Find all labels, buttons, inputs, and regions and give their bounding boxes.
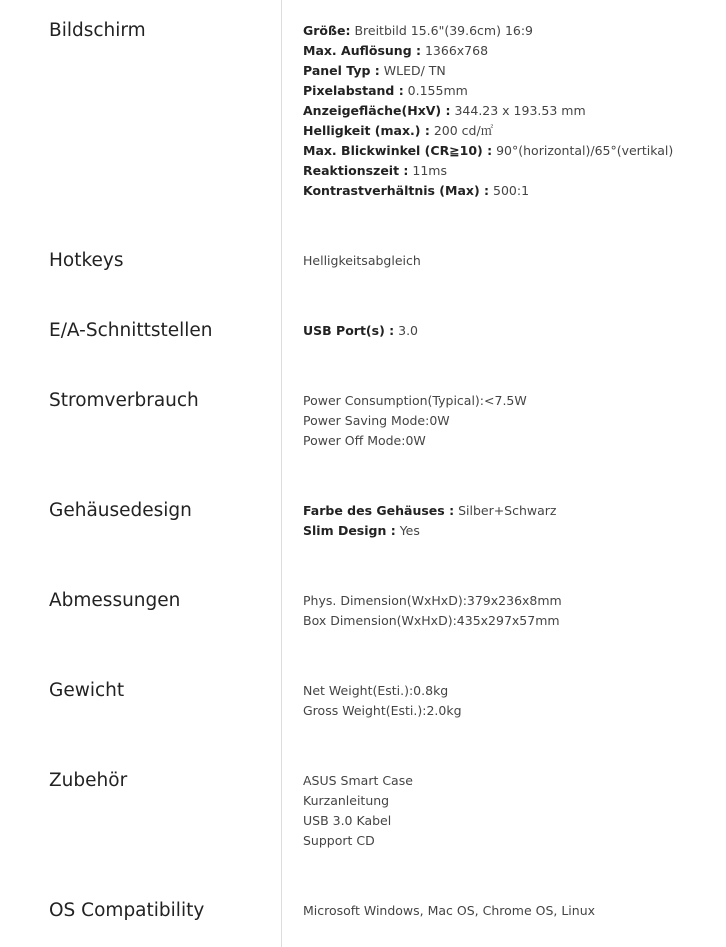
spec-value: 1366x768	[421, 43, 489, 58]
spec-value: Net Weight(Esti.):0.8kg	[303, 683, 449, 698]
spec-label: E/A-Schnittstellen	[49, 320, 213, 341]
spec-value: USB 3.0 Kabel	[303, 813, 392, 828]
spec-key: Pixelabstand :	[303, 83, 404, 98]
spec-line	[303, 701, 723, 721]
spec-value: Box Dimension(WxHxD):435x297x57mm	[303, 613, 560, 628]
spec-label: Bildschirm	[49, 20, 146, 41]
spec-value: 344.23 x 193.53 mm	[450, 103, 586, 118]
spec-line	[303, 61, 723, 81]
spec-label: Abmessungen	[49, 590, 181, 611]
spec-line	[303, 141, 723, 161]
spec-value: Power Consumption(Typical):<7.5W	[303, 393, 527, 408]
spec-line	[303, 831, 723, 851]
spec-values	[303, 391, 723, 451]
spec-label: OS Compatibility	[49, 900, 205, 921]
spec-key: Max. Auflösung :	[303, 43, 421, 58]
spec-value: Helligkeitsabgleich	[303, 253, 421, 268]
spec-value: Microsoft Windows, Mac OS, Chrome OS, Linux	[303, 903, 596, 918]
spec-line	[303, 411, 723, 431]
spec-key: Farbe des Gehäuses :	[303, 503, 455, 518]
spec-line	[303, 791, 723, 811]
spec-values	[303, 591, 723, 631]
spec-line	[303, 431, 723, 451]
spec-line	[303, 121, 723, 141]
spec-line	[303, 521, 723, 541]
spec-values	[303, 901, 723, 921]
spec-value: Gross Weight(Esti.):2.0kg	[303, 703, 462, 718]
spec-line	[303, 251, 723, 271]
spec-line	[303, 591, 723, 611]
spec-value: Breitbild 15.6"(39.6cm) 16:9	[350, 23, 534, 38]
spec-key: Größe:	[303, 23, 351, 38]
spec-line	[303, 161, 723, 181]
spec-line	[303, 501, 723, 521]
spec-line	[303, 901, 723, 921]
spec-label: Stromverbrauch	[49, 390, 199, 411]
spec-line	[303, 21, 723, 41]
spec-values	[303, 771, 723, 851]
spec-value: 0.155mm	[403, 83, 468, 98]
spec-line	[303, 811, 723, 831]
spec-value: Silber+Schwarz	[454, 503, 557, 518]
spec-key: Panel Typ :	[303, 63, 380, 78]
spec-value: WLED/ TN	[379, 63, 446, 78]
spec-value: 3.0	[394, 323, 418, 338]
spec-label: Hotkeys	[49, 250, 124, 271]
spec-label: Gehäusedesign	[49, 500, 192, 521]
spec-value: Power Off Mode:0W	[303, 433, 426, 448]
spec-value: 90°(horizontal)/65°(vertikal)	[492, 143, 674, 158]
spec-value: Yes	[395, 523, 420, 538]
spec-line	[303, 771, 723, 791]
spec-key: Kontrastverhältnis (Max) :	[303, 183, 490, 198]
spec-line	[303, 181, 723, 201]
spec-values	[303, 321, 723, 341]
spec-line	[303, 41, 723, 61]
spec-values	[303, 21, 723, 201]
spec-key: Reaktionszeit :	[303, 163, 409, 178]
spec-key: Slim Design :	[303, 523, 396, 538]
spec-values	[303, 251, 723, 271]
spec-value: Kurzanleitung	[303, 793, 390, 808]
spec-line	[303, 391, 723, 411]
spec-line	[303, 101, 723, 121]
spec-key: Max. Blickwinkel (CR≧10) :	[303, 143, 493, 158]
spec-label: Gewicht	[49, 680, 125, 701]
spec-key: Anzeigefläche(HxV) :	[303, 103, 451, 118]
spec-value: ASUS Smart Case	[303, 773, 413, 788]
spec-line	[303, 681, 723, 701]
spec-value: 200 cd/㎡	[429, 123, 494, 138]
spec-line	[303, 611, 723, 631]
column-divider	[281, 0, 282, 947]
spec-values	[303, 681, 723, 721]
spec-values	[303, 501, 723, 541]
spec-line	[303, 81, 723, 101]
spec-value: Support CD	[303, 833, 375, 848]
spec-line	[303, 321, 723, 341]
spec-label: Zubehör	[49, 770, 128, 791]
spec-key: USB Port(s) :	[303, 323, 395, 338]
spec-value: 500:1	[489, 183, 530, 198]
spec-value: 11ms	[408, 163, 447, 178]
spec-value: Phys. Dimension(WxHxD):379x236x8mm	[303, 593, 562, 608]
spec-key: Helligkeit (max.) :	[303, 123, 430, 138]
spec-value: Power Saving Mode:0W	[303, 413, 450, 428]
